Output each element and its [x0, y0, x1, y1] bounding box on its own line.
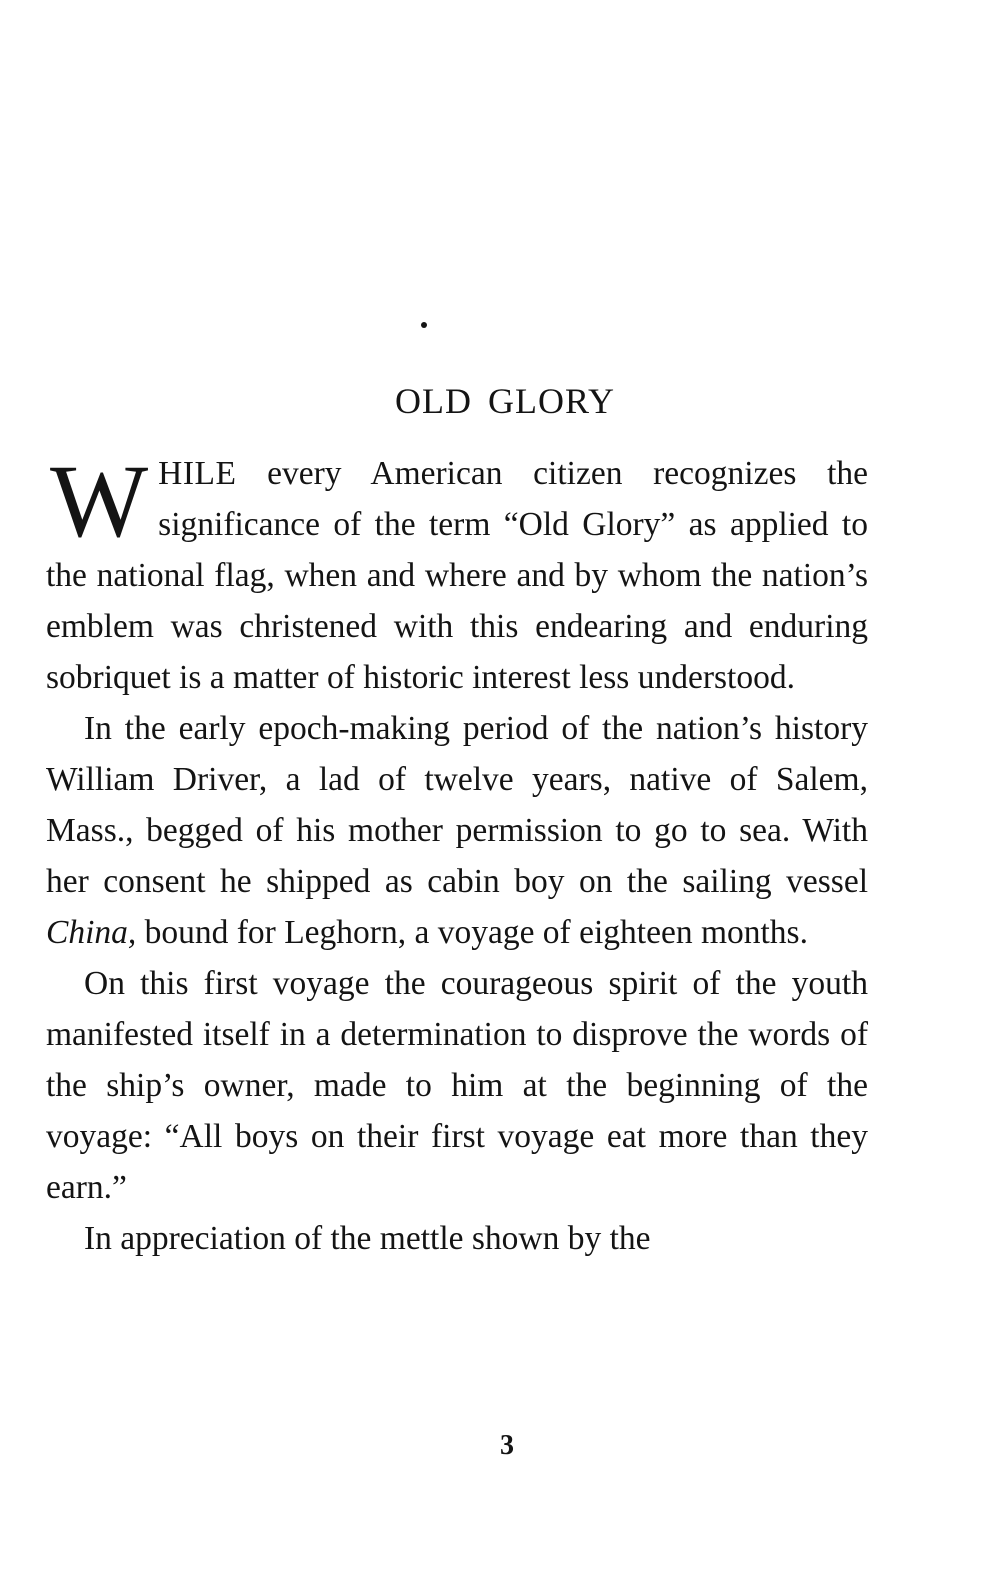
chapter-title: OLD GLORY: [395, 381, 615, 421]
ornament-dot: [421, 322, 427, 328]
paragraph-1-text: every American citizen recognizes the significance of the term “Old Glory” as applied to the national flag, when and where and by whom the nation’s emblem was christened with this endearing and enduring sobriquet is a matter of historic interest less understood.: [46, 455, 868, 696]
paragraph-4: [46, 1213, 868, 1264]
ship-name: China,: [46, 914, 137, 951]
paragraph-3-text: On this first voyage the courageous spirit of the youth manifested itself in a determination to disprove the words of the ship’s owner, made to him at the beginning of the voyage: “All boys on their first voyage eat more than they earn.”: [46, 965, 868, 1206]
body-text: [46, 444, 868, 1264]
paragraph-2-text-a: In the early epoch-making period of the nation’s history William Driver, a lad of twelve years, native of Salem, Mass., begged of his mother permission to go to sea. With her consent he shipped as cabin boy on the sailing vessel: [46, 710, 868, 900]
paragraph-1: [46, 444, 868, 703]
page-number: 3: [500, 1430, 514, 1461]
drop-cap: W: [50, 444, 149, 559]
paragraph-3: [46, 958, 868, 1213]
paragraph-4-text: In appreciation of the mettle shown by the: [84, 1220, 651, 1257]
paragraph-1-lead: HILE: [158, 455, 237, 492]
paragraph-2-text-b: bound for Leghorn, a voyage of eighteen months.: [136, 914, 808, 951]
paragraph-2: [46, 703, 868, 958]
